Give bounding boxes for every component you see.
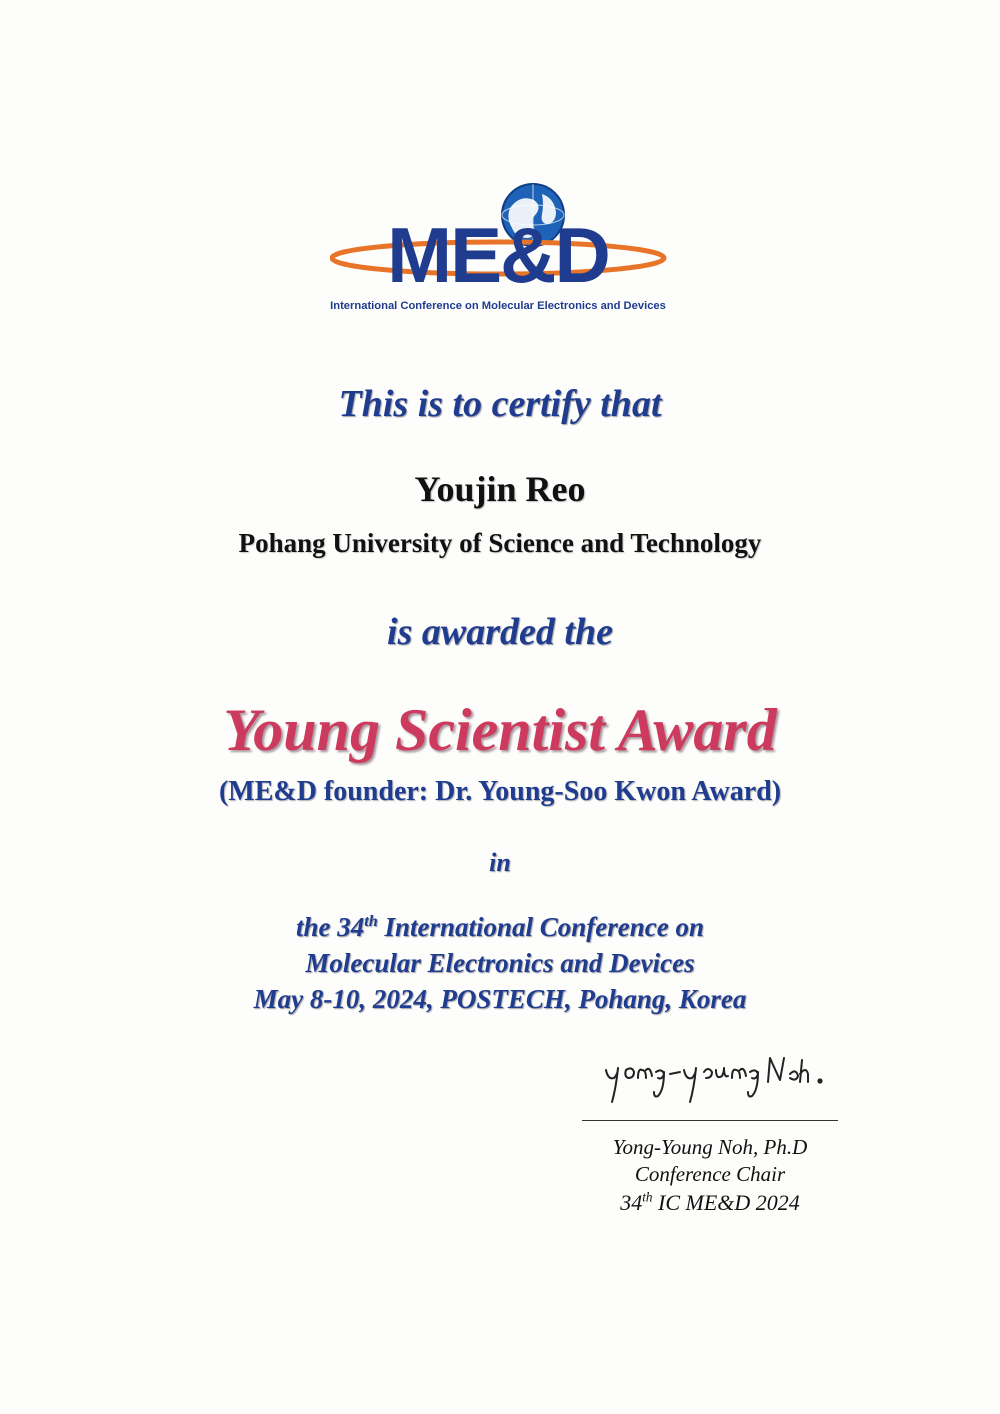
conference-line-1 [0,912,1000,943]
signature-rule [582,1120,838,1121]
event-ordinal-suffix: th [642,1189,653,1205]
chair-signature [600,1048,840,1118]
conference-ordinal-suffix: th [364,912,378,930]
conference-line-2: Molecular Electronics and Devices [305,948,695,978]
conference-date-venue: May 8-10, 2024, POSTECH, Pohang, Korea [253,984,747,1014]
med-logo-graphic [330,178,670,318]
signatory-event [582,1190,838,1216]
logo-wordmark: ME&D [387,211,609,299]
in-word: in [489,848,511,877]
event-name: IC ME&D 2024 [652,1190,800,1215]
recipient-affiliation: Pohang University of Science and Technology [238,528,762,558]
signature-graphic [600,1048,840,1118]
conference-ordinal: the 34 [295,912,365,942]
med-logo [330,178,670,318]
logo-tagline: International Conference on Molecular Electronics and Devices [330,300,666,312]
signatory-name: Yong-Young Noh, Ph.D [612,1135,808,1159]
certify-line: This is to certify that [338,383,662,425]
awarded-line: is awarded the [387,611,613,653]
event-ordinal: 34 [620,1190,643,1215]
conference-name-part: International Conference on [377,912,705,942]
signatory-role: Conference Chair [634,1162,786,1186]
recipient-name: Youjin Reo [414,469,586,509]
award-subtitle: (ME&D founder: Dr. Young-Soo Kwon Award) [218,776,782,807]
award-title: Young Scientist Award [223,697,777,763]
